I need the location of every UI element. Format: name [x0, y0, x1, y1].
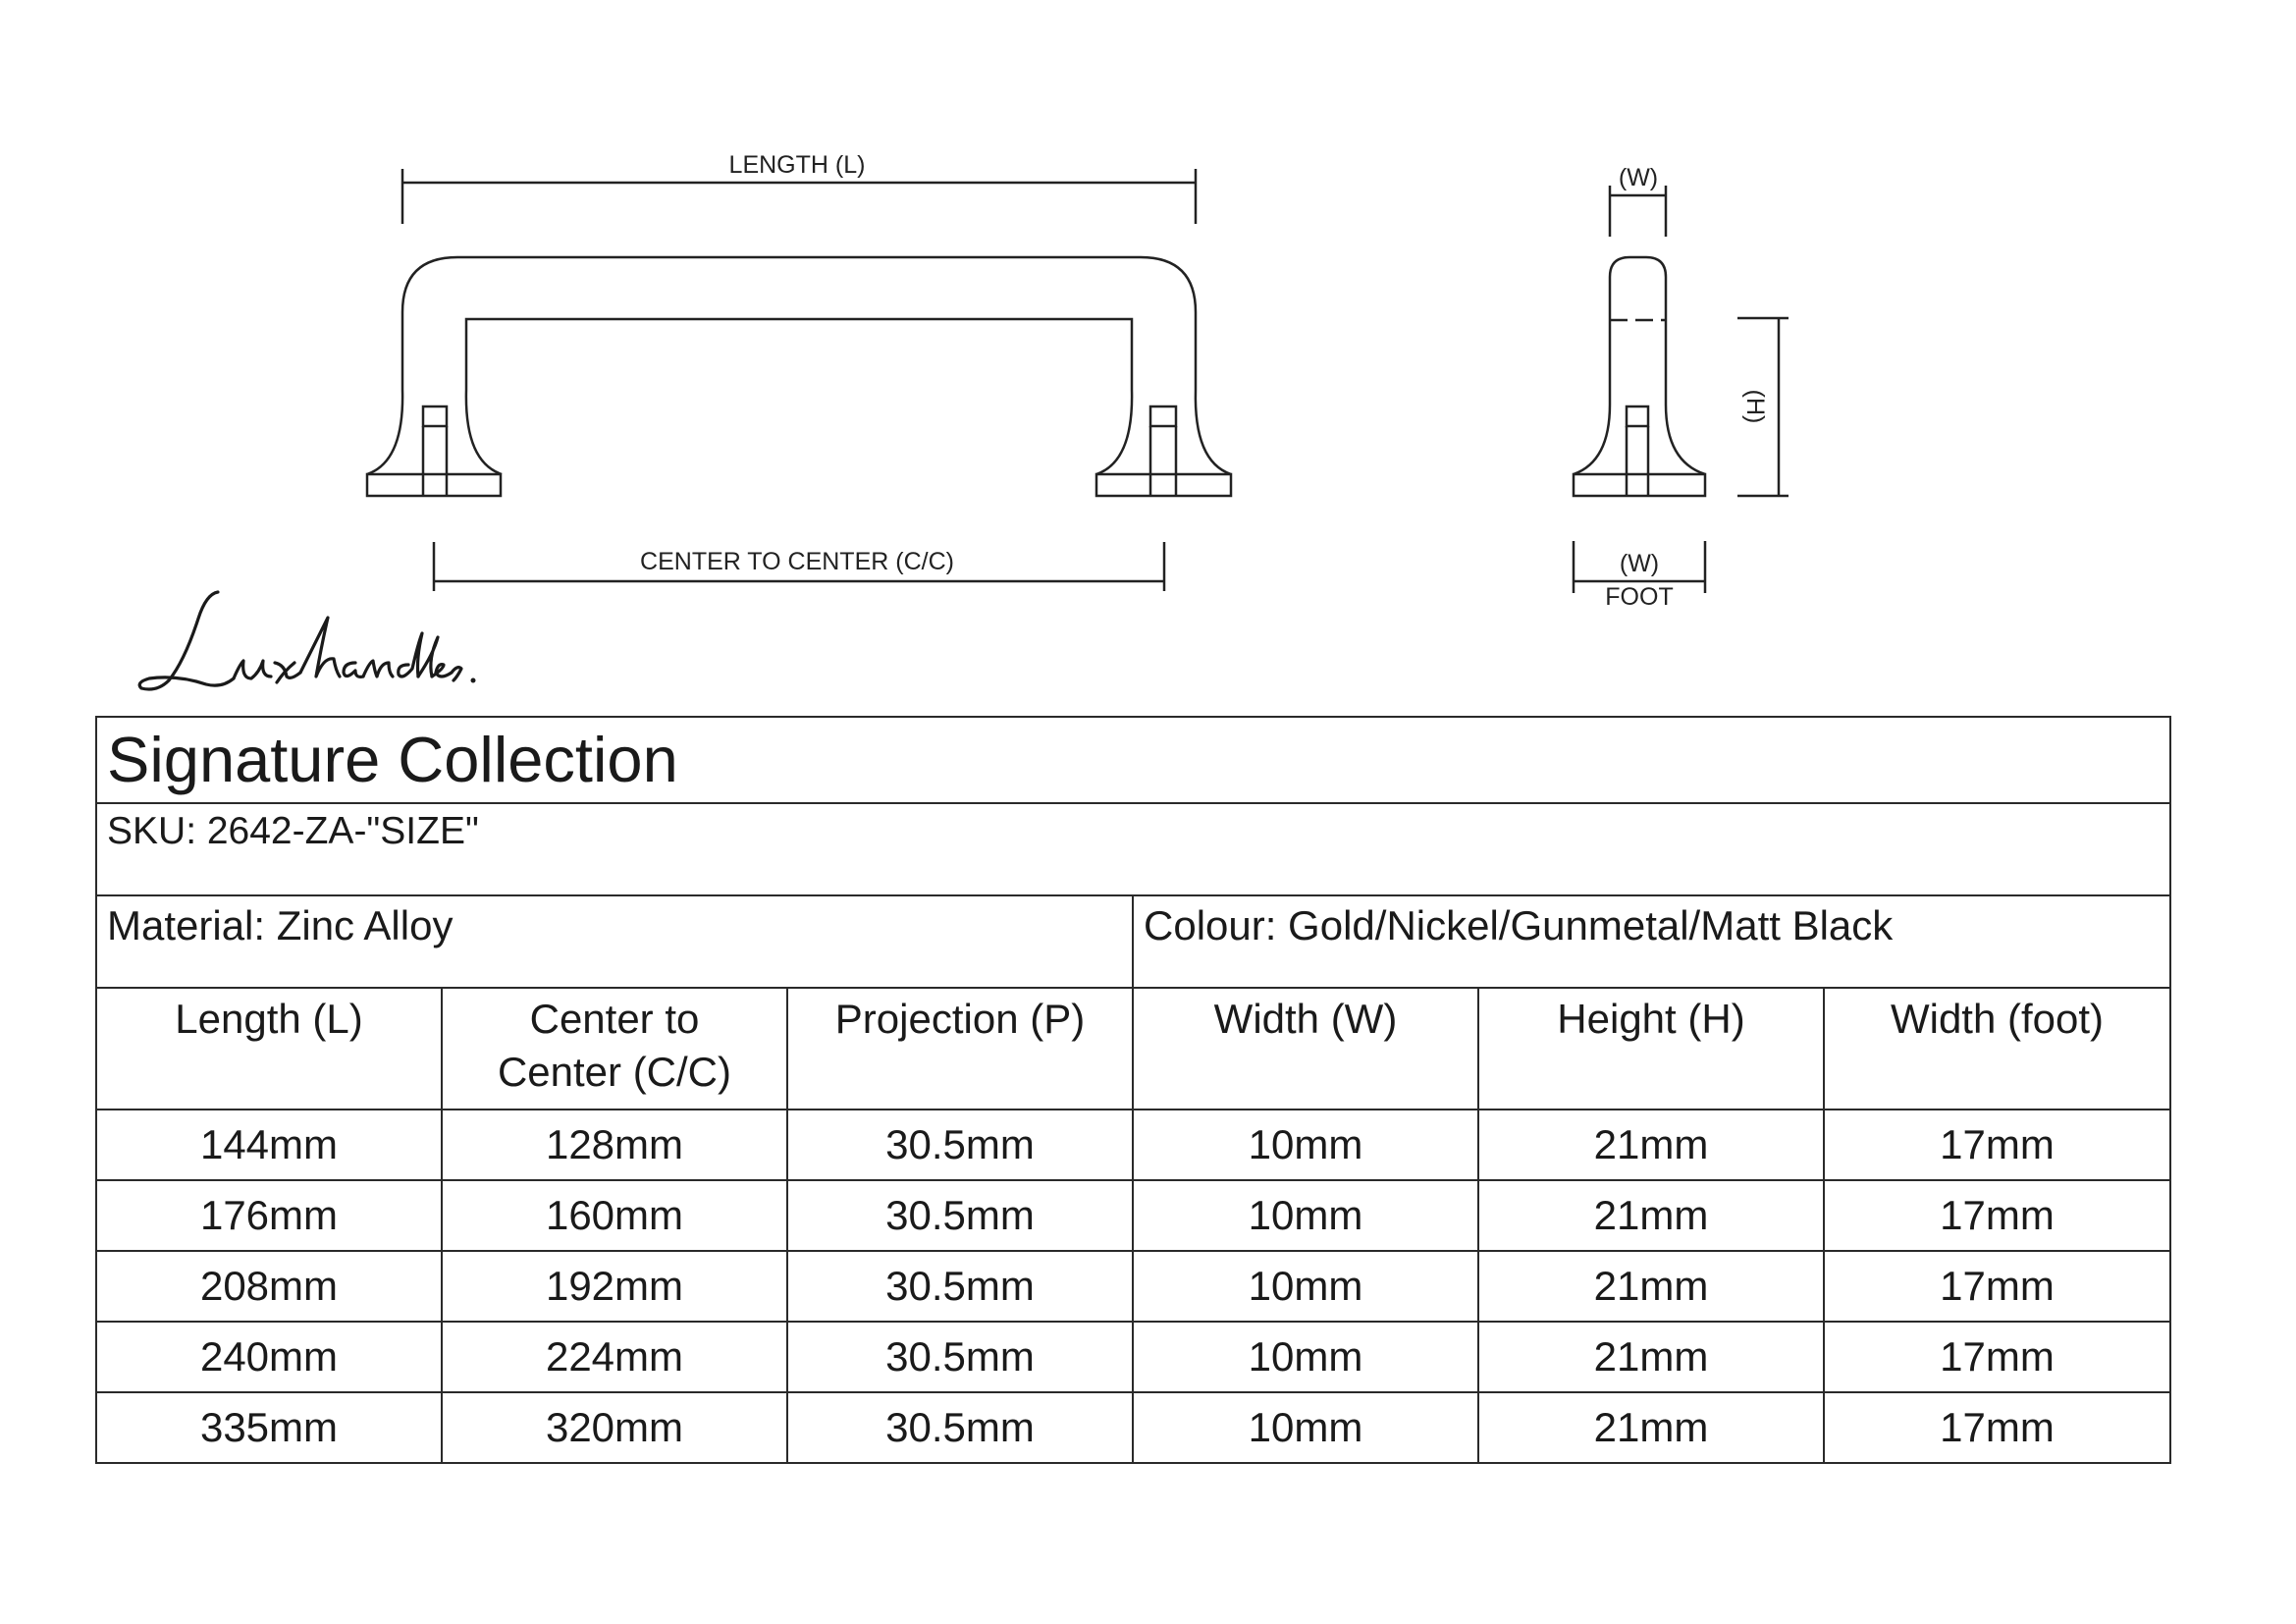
cell-width: 10mm: [1133, 1110, 1478, 1180]
cell-center-to-center: 160mm: [442, 1180, 787, 1251]
material-text: Material: Zinc Alloy: [96, 895, 1133, 988]
table-row: [96, 1392, 2170, 1463]
cell-projection: 30.5mm: [787, 1392, 1133, 1463]
header-row: [96, 988, 2170, 1110]
center-to-center-label: CENTER TO CENTER (C/C): [640, 548, 954, 575]
width-foot-label: (W): [1619, 550, 1660, 577]
specification-table: [95, 716, 2171, 1464]
cell-projection: 30.5mm: [787, 1110, 1133, 1180]
cell-projection: 30.5mm: [787, 1251, 1133, 1322]
cell-length: 240mm: [96, 1322, 442, 1392]
cell-height: 21mm: [1478, 1110, 1824, 1180]
cell-width-foot: 17mm: [1824, 1110, 2170, 1180]
header-center-to-center: [442, 988, 787, 1110]
table-row: [96, 1251, 2170, 1322]
cell-width: 10mm: [1133, 1322, 1478, 1392]
header-width-foot: Width (foot): [1824, 988, 2170, 1110]
cell-height: 21mm: [1478, 1180, 1824, 1251]
handle-front-view: [367, 257, 1231, 496]
cell-width: 10mm: [1133, 1392, 1478, 1463]
width-top-label: (W): [1618, 164, 1659, 191]
cell-projection: 30.5mm: [787, 1322, 1133, 1392]
cell-width-foot: 17mm: [1824, 1322, 2170, 1392]
cell-center-to-center: 224mm: [442, 1322, 787, 1392]
header-center-to-center-text: Center to Center (C/C): [497, 996, 732, 1095]
cell-center-to-center: 128mm: [442, 1110, 787, 1180]
header-height: Height (H): [1478, 988, 1824, 1110]
length-label: LENGTH (L): [728, 151, 866, 179]
table-row: [96, 1322, 2170, 1392]
height-label: (H): [1741, 389, 1769, 424]
foot-label: FOOT: [1605, 583, 1674, 611]
table-row: [96, 1180, 2170, 1251]
cell-center-to-center: 320mm: [442, 1392, 787, 1463]
header-projection: Projection (P): [787, 988, 1133, 1110]
cell-width-foot: 17mm: [1824, 1251, 2170, 1322]
brand-signature-logo: [128, 574, 481, 702]
cell-width-foot: 17mm: [1824, 1392, 2170, 1463]
header-width: Width (W): [1133, 988, 1478, 1110]
cell-width: 10mm: [1133, 1251, 1478, 1322]
cell-height: 21mm: [1478, 1392, 1824, 1463]
table-row: [96, 1110, 2170, 1180]
cell-length: 176mm: [96, 1180, 442, 1251]
colour-text: Colour: Gold/Nickel/Gunmetal/Matt Black: [1133, 895, 2170, 988]
cell-length: 208mm: [96, 1251, 442, 1322]
cell-width-foot: 17mm: [1824, 1180, 2170, 1251]
collection-title: Signature Collection: [96, 717, 2170, 803]
cell-width: 10mm: [1133, 1180, 1478, 1251]
cell-height: 21mm: [1478, 1251, 1824, 1322]
cell-projection: 30.5mm: [787, 1180, 1133, 1251]
cell-length: 144mm: [96, 1110, 442, 1180]
cell-height: 21mm: [1478, 1322, 1824, 1392]
cell-length: 335mm: [96, 1392, 442, 1463]
header-length: Length (L): [96, 988, 442, 1110]
cell-center-to-center: 192mm: [442, 1251, 787, 1322]
sku-text: SKU: 2642-ZA-"SIZE": [96, 803, 2170, 895]
